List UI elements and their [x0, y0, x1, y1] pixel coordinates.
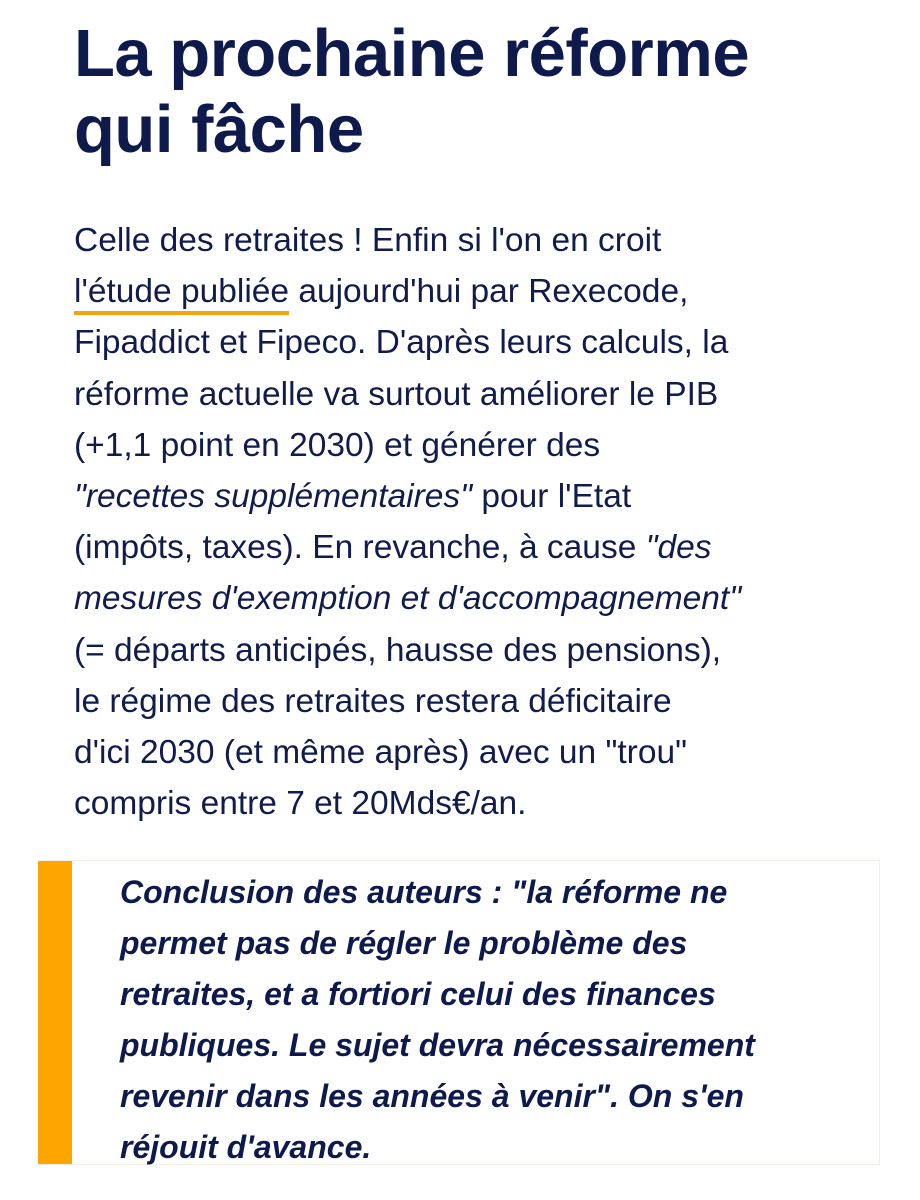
paragraph-line: d'ici 2030 (et même après) avec un "trou" [74, 734, 687, 772]
paragraph-line: réforme actuelle va surtout améliorer le PIB [74, 375, 719, 413]
quote-line: publiques. Le sujet devra nécessairement [120, 1027, 755, 1063]
conclusion-blockquote [38, 860, 880, 1165]
paragraph-line: compris entre 7 et 20Mds€/an. [74, 785, 527, 823]
paragraph-line [74, 266, 874, 317]
paragraph-line: Fipaddict et Fipeco. D'après leurs calculs, la [74, 324, 729, 362]
italic-quote: "des [645, 529, 712, 567]
paragraph-line [74, 522, 874, 573]
study-link[interactable]: l'étude publiée [74, 273, 289, 315]
paragraph-line: (= départs anticipés, hausse des pensions), [74, 631, 722, 669]
paragraph-line: (+1,1 point en 2030) et générer des [74, 426, 601, 464]
article-title [74, 16, 894, 168]
quote-line: réjouit d'avance. [120, 1129, 372, 1165]
quote-line: revenir dans les années à venir". On s'en [120, 1078, 744, 1114]
title-line-1: La prochaine réforme [74, 16, 750, 91]
paragraph-line [74, 471, 874, 522]
quote-line: retraites, et a fortiori celui des finances [120, 976, 716, 1012]
title-line-2: qui fâche [74, 92, 364, 167]
paragraph-text: (impôts, taxes). En revanche, à cause [74, 529, 646, 567]
quote-accent-bar [38, 861, 72, 1164]
paragraph-line: Celle des retraites ! Enfin si l'on en croit [74, 222, 662, 259]
paragraph-line: le régime des retraites restera déficitaire [74, 682, 672, 720]
paragraph-text: pour l'Etat [472, 478, 632, 516]
article-paragraph [74, 215, 874, 829]
italic-quote: "recettes supplémentaires" [74, 478, 473, 516]
quote-line: Conclusion des auteurs : "la réforme ne [120, 874, 728, 910]
paragraph-line: mesures d'exemption et d'accompagnement" [74, 580, 742, 618]
quote-line: permet pas de régler le problème des [120, 925, 688, 961]
paragraph-text: aujourd'hui par Rexecode, [289, 273, 689, 311]
quote-text [120, 867, 860, 1173]
